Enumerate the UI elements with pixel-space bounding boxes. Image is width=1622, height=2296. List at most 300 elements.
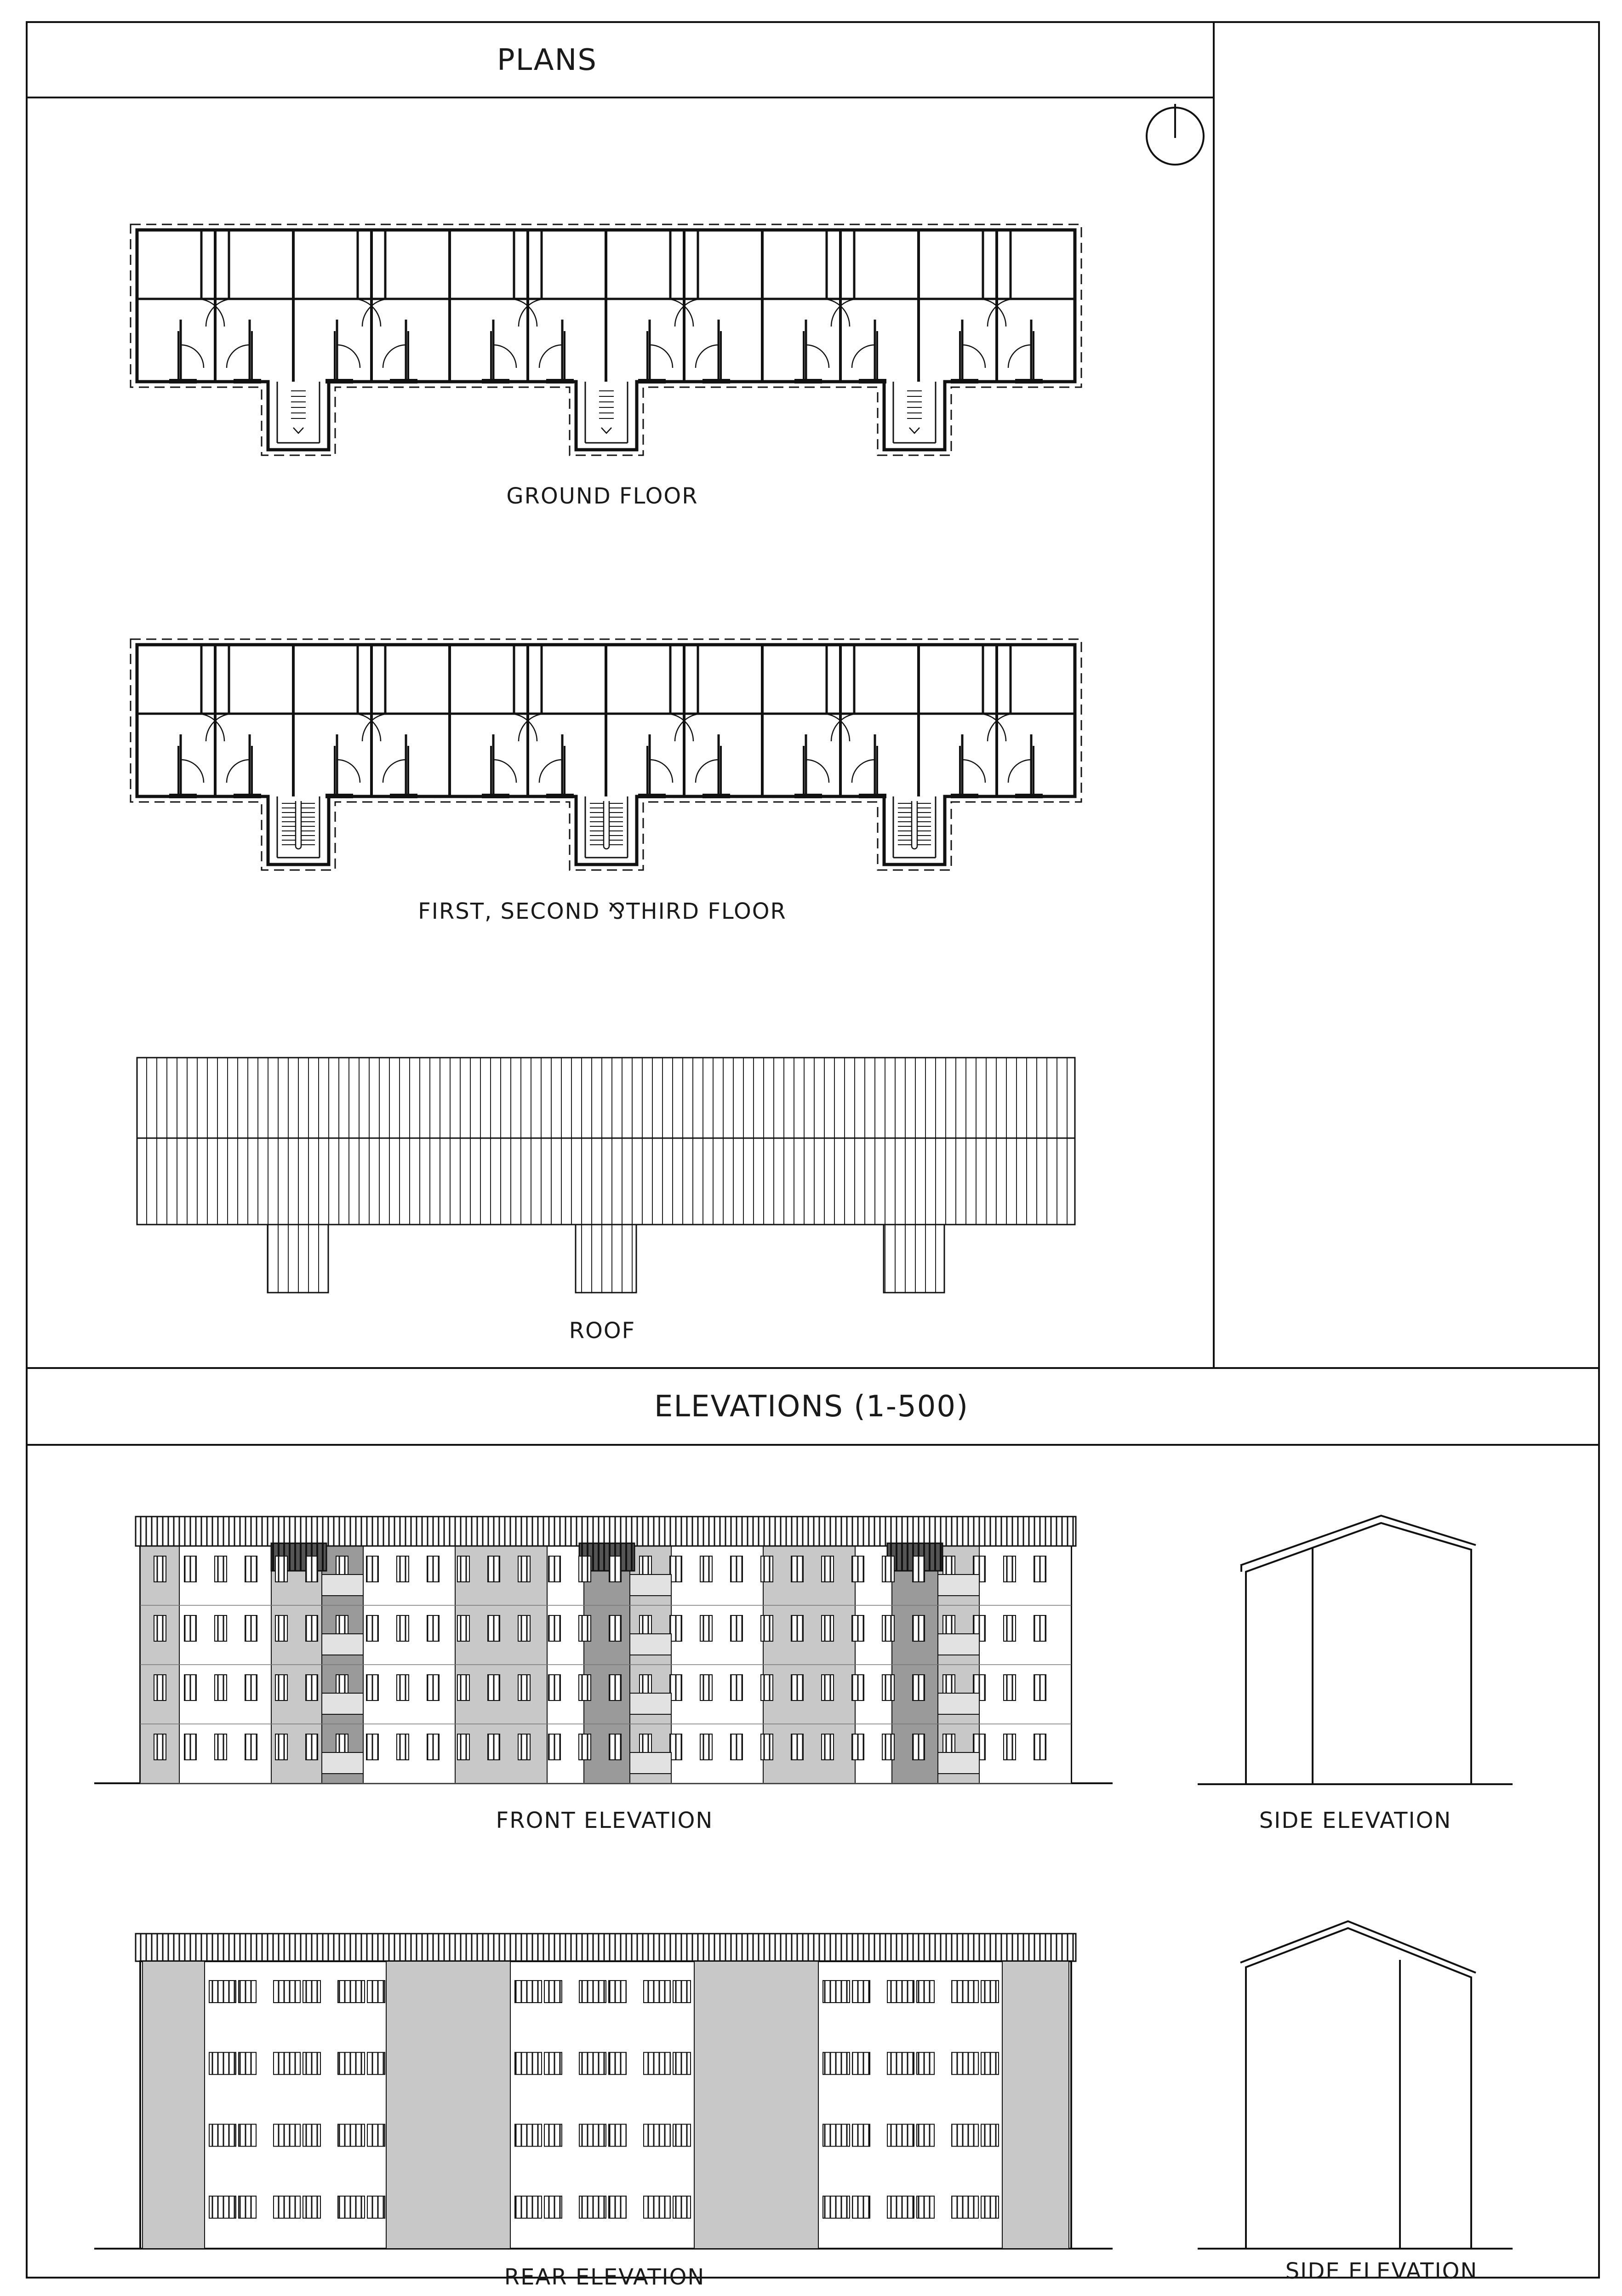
facade-window	[154, 1675, 166, 1701]
facade-window	[518, 1675, 530, 1701]
facade-window	[822, 1734, 834, 1760]
facade-window	[154, 1556, 166, 1582]
rear-window	[644, 2052, 670, 2074]
plan-window-mark	[183, 794, 197, 798]
facade-window	[579, 1675, 591, 1701]
plan-window-mark	[638, 794, 652, 798]
facade-window	[731, 1556, 742, 1582]
plan-door-swing	[666, 714, 693, 741]
plan-window-mark	[652, 379, 666, 384]
facade-window	[427, 1556, 439, 1582]
rear-window	[952, 2124, 978, 2147]
plan-door-swing	[227, 760, 250, 783]
plan-window-mark	[482, 794, 496, 798]
plan-door-swing	[509, 714, 537, 741]
roof-fascia	[136, 1934, 1076, 1961]
rear-pier	[143, 1961, 205, 2249]
stair-arrow	[293, 428, 303, 433]
rear-window	[579, 2196, 606, 2218]
plan-window-mark	[965, 794, 978, 798]
facade-window	[791, 1734, 803, 1760]
rear-window	[887, 2196, 914, 2218]
plan-window-mark	[873, 794, 886, 798]
plan-door-swing	[806, 760, 829, 783]
plan-door-swing	[978, 714, 1006, 741]
plan-window-mark	[638, 379, 652, 384]
facade-window	[184, 1615, 196, 1641]
facade-window	[609, 1556, 621, 1582]
rear-window	[239, 1981, 256, 2003]
plan-door-swing	[1008, 345, 1031, 368]
facade-window	[882, 1734, 894, 1760]
rear-window	[209, 2052, 236, 2074]
facade-window	[882, 1556, 894, 1582]
facade-window	[488, 1734, 500, 1760]
facade-window	[1004, 1675, 1016, 1701]
facade-window	[427, 1675, 439, 1701]
plan-window-mark	[652, 794, 666, 798]
plan-window-mark	[404, 794, 417, 798]
roof-label: ROOF	[569, 1318, 636, 1344]
rear-window	[917, 2124, 934, 2147]
rear-window	[981, 2196, 999, 2218]
rear-window	[338, 2196, 365, 2218]
plan-door-swing	[539, 345, 562, 368]
plan-window-mark	[794, 794, 808, 798]
facade-window	[761, 1556, 773, 1582]
roof-lower-band	[137, 1138, 1075, 1225]
plan-window-mark	[951, 794, 965, 798]
plan-door-swing	[675, 299, 702, 326]
plan-door-swing	[337, 345, 360, 368]
facade-window	[215, 1734, 227, 1760]
facade-window	[548, 1556, 560, 1582]
facade-window	[245, 1734, 257, 1760]
plan-window-mark	[560, 794, 574, 798]
rear-window	[367, 2052, 385, 2074]
upper-floor-plan	[131, 639, 1081, 870]
rear-window	[303, 2124, 320, 2147]
facade-window	[154, 1615, 166, 1641]
rear-window	[852, 1981, 870, 2003]
rear-window	[544, 1981, 562, 2003]
rear-window	[338, 2124, 365, 2147]
facade-window	[215, 1675, 227, 1701]
plan-door-swing	[509, 299, 537, 326]
facade-window	[761, 1734, 773, 1760]
rear-window	[673, 2052, 691, 2074]
rear-window	[239, 2124, 256, 2147]
facade-window	[275, 1734, 287, 1760]
rear-window	[579, 2052, 606, 2074]
plan-door-swing	[831, 714, 859, 741]
plan-window-mark	[169, 379, 183, 384]
ground-floor-label: GROUND FLOOR	[506, 483, 698, 509]
plan-door-swing	[988, 714, 1015, 741]
facade-window	[761, 1675, 773, 1701]
side-elevation-top	[1198, 1516, 1513, 1784]
plan-window-mark	[965, 379, 978, 384]
facade-window	[488, 1556, 500, 1582]
rear-window	[917, 1981, 934, 2003]
facade-window	[882, 1675, 894, 1701]
rear-window	[981, 2052, 999, 2074]
facade-window	[579, 1556, 591, 1582]
plan-door-swing	[962, 760, 985, 783]
stair-arrow	[909, 428, 920, 433]
rear-window	[952, 2196, 978, 2218]
plan-door-swing	[519, 714, 546, 741]
facade-window	[397, 1556, 409, 1582]
plan-door-swing	[822, 714, 850, 741]
balcony-rail	[938, 1693, 979, 1714]
plan-window-mark	[339, 379, 353, 384]
ground-floor-plan	[131, 224, 1081, 455]
facade-window	[548, 1675, 560, 1701]
plan-door-swing	[1008, 760, 1031, 783]
rear-window	[544, 2052, 562, 2074]
rear-window	[515, 2196, 542, 2218]
facade-window	[1004, 1734, 1016, 1760]
plan-window-mark	[1015, 379, 1029, 384]
stair-well	[604, 801, 609, 849]
facade-window	[852, 1734, 864, 1760]
rear-window	[274, 1981, 300, 2003]
facade-window	[700, 1675, 712, 1701]
facade-window	[488, 1675, 500, 1701]
balcony-rail	[630, 1693, 671, 1714]
facade-window	[184, 1734, 196, 1760]
rear-window	[303, 2196, 320, 2218]
plan-door-swing	[337, 760, 360, 783]
rear-window	[367, 2124, 385, 2147]
stair-arrow	[601, 428, 611, 433]
plan-window-mark	[951, 379, 965, 384]
facade-window	[457, 1675, 469, 1701]
plan-window-mark	[1015, 794, 1029, 798]
plan-window-mark	[496, 379, 509, 384]
rear-window	[852, 2052, 870, 2074]
facade-window	[518, 1556, 530, 1582]
plan-window-mark	[496, 794, 509, 798]
facade-window	[457, 1734, 469, 1760]
facade-window	[852, 1556, 864, 1582]
facade-window	[609, 1615, 621, 1641]
rear-window	[609, 2052, 626, 2074]
elevations-title: ELEVATIONS (1-500)	[654, 1390, 969, 1424]
rear-window	[367, 2196, 385, 2218]
plan-window-mark	[859, 794, 873, 798]
plan-window-mark	[234, 794, 247, 798]
rear-window	[579, 2124, 606, 2147]
rear-window	[274, 2124, 300, 2147]
plan-door-swing	[978, 299, 1006, 326]
facade-window	[548, 1734, 560, 1760]
rear-window	[981, 1981, 999, 2003]
rear-window	[303, 1981, 320, 2003]
rear-window	[515, 2124, 542, 2147]
facade-window	[366, 1556, 378, 1582]
plan-window-mark	[183, 379, 197, 384]
facade-window	[913, 1556, 925, 1582]
upper-floor-label: FIRST, SECOND ⅋THIRD FLOOR	[418, 899, 787, 924]
balcony-rail	[322, 1634, 363, 1655]
plan-window-mark	[859, 379, 873, 384]
facade-window	[154, 1734, 166, 1760]
plan-window-mark	[560, 379, 574, 384]
rear-window	[917, 2196, 934, 2218]
facade-window	[457, 1615, 469, 1641]
plan-door-swing	[650, 760, 673, 783]
rear-window	[579, 1981, 606, 2003]
rear-window	[823, 2196, 850, 2218]
facade-window	[731, 1615, 742, 1641]
facade-window	[366, 1615, 378, 1641]
balcony-rail	[322, 1575, 363, 1596]
side-elevation-label-top: SIDE ELEVATION	[1259, 1808, 1452, 1833]
facade-window	[913, 1734, 925, 1760]
front-elevation	[94, 1517, 1113, 1783]
plan-window-mark	[247, 379, 261, 384]
rear-window	[544, 2196, 562, 2218]
side-elevation-label-bottom: SIDE ELEVATION	[1285, 2258, 1478, 2284]
rear-window	[981, 2124, 999, 2147]
plan-window-mark	[326, 794, 339, 798]
facade-window	[184, 1675, 196, 1701]
facade-window	[245, 1556, 257, 1582]
roof-fascia	[136, 1517, 1076, 1546]
facade-window	[579, 1734, 591, 1760]
facade-window	[306, 1734, 318, 1760]
facade-window	[700, 1556, 712, 1582]
plan-door-swing	[962, 345, 985, 368]
rear-pier	[694, 1961, 818, 2249]
plan-door-swing	[383, 345, 406, 368]
plan-door-swing	[988, 299, 1015, 326]
plans-title: PLANS	[497, 43, 597, 77]
facade-window	[791, 1615, 803, 1641]
facade-window	[245, 1675, 257, 1701]
rear-window	[852, 2124, 870, 2147]
facade-window	[366, 1734, 378, 1760]
rear-window	[644, 2196, 670, 2218]
facade-window	[1004, 1556, 1016, 1582]
plan-door-swing	[539, 760, 562, 783]
facade-window	[215, 1556, 227, 1582]
rear-window	[274, 2052, 300, 2074]
plan-window-mark	[1029, 794, 1043, 798]
stair-well	[912, 801, 917, 849]
facade-window	[822, 1556, 834, 1582]
plan-door-swing	[206, 299, 234, 326]
rear-window	[515, 1981, 542, 2003]
roof-wing-1	[268, 1225, 328, 1293]
facade-window	[1034, 1615, 1046, 1641]
plan-door-swing	[353, 714, 381, 741]
plan-door-swing	[650, 345, 673, 368]
side-elevation-bottom	[1198, 1921, 1513, 2249]
plan-door-swing	[493, 345, 516, 368]
facade-window	[609, 1675, 621, 1701]
facade-window	[518, 1734, 530, 1760]
plan-door-swing	[206, 714, 234, 741]
plan-door-swing	[806, 345, 829, 368]
rear-window	[823, 2124, 850, 2147]
plan-window-mark	[390, 379, 404, 384]
plan-door-swing	[362, 714, 390, 741]
facade-window	[852, 1675, 864, 1701]
rear-window	[852, 2196, 870, 2218]
plan-door-swing	[362, 299, 390, 326]
plan-door-swing	[493, 760, 516, 783]
rear-window	[823, 1981, 850, 2003]
plan-window-mark	[702, 794, 716, 798]
plan-window-mark	[808, 794, 822, 798]
rear-window	[367, 1981, 385, 2003]
rear-window	[952, 1981, 978, 2003]
rear-window	[609, 2196, 626, 2218]
plan-door-swing	[227, 345, 250, 368]
facade-window	[700, 1615, 712, 1641]
plan-window-mark	[546, 379, 560, 384]
plan-door-swing	[696, 760, 719, 783]
facade-window	[275, 1615, 287, 1641]
facade-window	[700, 1734, 712, 1760]
plan-window-mark	[716, 379, 730, 384]
facade-window	[1004, 1615, 1016, 1641]
plan-window-mark	[404, 379, 417, 384]
plan-door-swing	[831, 299, 859, 326]
facade-window	[184, 1556, 196, 1582]
facade-window	[791, 1556, 803, 1582]
rear-window	[917, 2052, 934, 2074]
rear-window	[609, 2124, 626, 2147]
balcony-rail	[630, 1752, 671, 1774]
balcony-rail	[322, 1693, 363, 1714]
rear-window	[209, 2124, 236, 2147]
facade-window	[306, 1675, 318, 1701]
rear-window	[209, 1981, 236, 2003]
plan-window-mark	[716, 794, 730, 798]
rear-window	[673, 1981, 691, 2003]
facade-window	[1034, 1734, 1046, 1760]
facade-window	[791, 1675, 803, 1701]
roof-plan	[137, 1058, 1075, 1293]
rear-window	[887, 2124, 914, 2147]
plan-door-swing	[383, 760, 406, 783]
plan-window-mark	[390, 794, 404, 798]
facade-window	[761, 1615, 773, 1641]
plan-window-mark	[808, 379, 822, 384]
plan-window-mark	[234, 379, 247, 384]
plan-door-swing	[519, 299, 546, 326]
facade-window	[397, 1615, 409, 1641]
facade-window	[852, 1615, 864, 1641]
balcony-rail	[938, 1634, 979, 1655]
plan-door-swing	[181, 760, 204, 783]
facade-window	[488, 1615, 500, 1641]
plan-window-mark	[339, 794, 353, 798]
facade-window	[822, 1615, 834, 1641]
plan-door-swing	[666, 299, 693, 326]
rear-window	[338, 2052, 365, 2074]
plan-door-swing	[353, 299, 381, 326]
facade-window	[366, 1675, 378, 1701]
facade-window	[427, 1734, 439, 1760]
plan-window-mark	[702, 379, 716, 384]
facade-window	[609, 1734, 621, 1760]
rear-window	[609, 1981, 626, 2003]
facade-window	[548, 1615, 560, 1641]
rear-window	[823, 2052, 850, 2074]
roof-wing-3	[884, 1225, 944, 1293]
rear-pier	[1002, 1961, 1069, 2249]
plan-window-mark	[326, 379, 339, 384]
rear-window	[952, 2052, 978, 2074]
rear-window	[644, 2124, 670, 2147]
plan-window-mark	[1029, 379, 1043, 384]
facade-window	[1034, 1556, 1046, 1582]
rear-window	[303, 2052, 320, 2074]
facade-window	[913, 1675, 925, 1701]
plan-door-swing	[675, 714, 702, 741]
facade-window	[913, 1615, 925, 1641]
facade-window	[731, 1734, 742, 1760]
rear-elevation	[94, 1934, 1113, 2249]
stair-well	[296, 801, 301, 849]
facade-window	[306, 1615, 318, 1641]
rear-window	[239, 2052, 256, 2074]
roof-wing-2	[576, 1225, 636, 1293]
rear-window	[544, 2124, 562, 2147]
plan-door-swing	[197, 299, 224, 326]
roof-upper-band	[137, 1058, 1075, 1138]
rear-elevation-label: REAR ELEVATION	[504, 2264, 705, 2290]
plan-window-mark	[546, 794, 560, 798]
facade-window	[579, 1615, 591, 1641]
rear-window	[515, 2052, 542, 2074]
balcony-rail	[938, 1575, 979, 1596]
balcony-rail	[630, 1634, 671, 1655]
front-elevation-label: FRONT ELEVATION	[496, 1808, 714, 1833]
plan-window-mark	[482, 379, 496, 384]
plan-window-mark	[169, 794, 183, 798]
rear-pier	[386, 1961, 510, 2249]
plan-door-swing	[197, 714, 224, 741]
rear-window	[644, 1981, 670, 2003]
rear-window	[274, 2196, 300, 2218]
plan-door-swing	[852, 760, 875, 783]
facade-window	[882, 1615, 894, 1641]
facade-window	[731, 1675, 742, 1701]
facade-window	[1034, 1675, 1046, 1701]
plan-door-swing	[852, 345, 875, 368]
plan-window-mark	[247, 794, 261, 798]
facade-window	[397, 1675, 409, 1701]
facade-window	[275, 1556, 287, 1582]
facade-window	[427, 1615, 439, 1641]
plan-door-swing	[696, 345, 719, 368]
facade-window	[822, 1675, 834, 1701]
balcony-rail	[630, 1575, 671, 1596]
plan-door-swing	[181, 345, 204, 368]
rear-window	[673, 2196, 691, 2218]
plan-window-mark	[794, 379, 808, 384]
facade-window	[275, 1675, 287, 1701]
facade-window	[245, 1615, 257, 1641]
balcony-rail	[322, 1752, 363, 1774]
facade-window	[215, 1615, 227, 1641]
